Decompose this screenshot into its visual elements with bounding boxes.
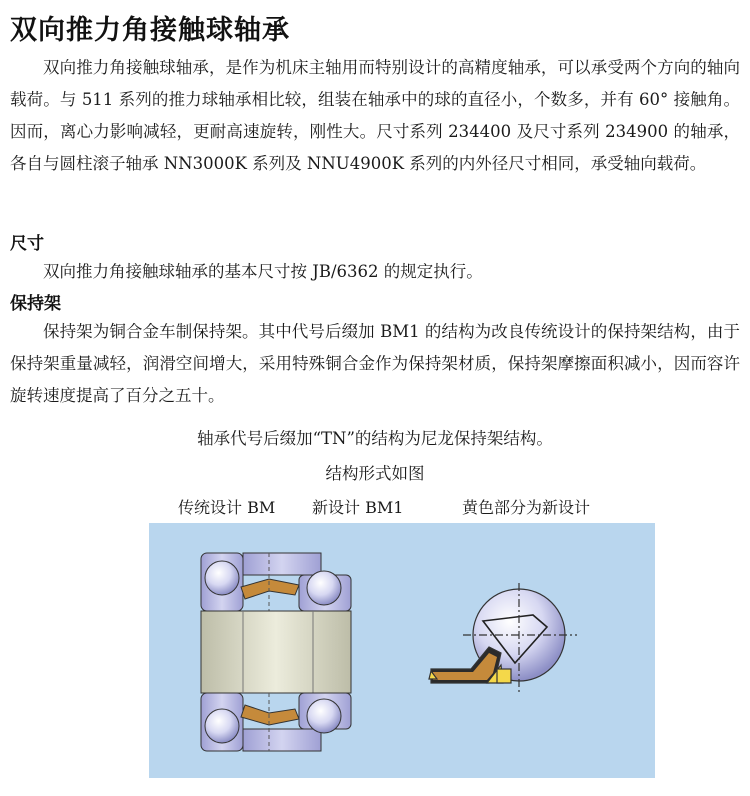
caption-yellow-note: 黄色部分为新设计 — [462, 498, 591, 517]
cage-yellow-tip — [497, 669, 511, 683]
cage-detail-right — [429, 583, 577, 693]
tn-note: 轴承代号后缀加“TN”的结构为尼龙保持架结构。 — [197, 429, 553, 448]
bearing-figure — [149, 523, 655, 778]
bearing-section-left — [201, 553, 351, 751]
caption-new-design: 新设计 BM1 — [312, 498, 404, 517]
intro-paragraph: 双向推力角接触球轴承，是作为机床主轴用而特别设计的高精度轴承，可以承受两个方向的轴向载荷。与 511 系列的推力球轴承相比较，组装在轴承中的球的直径小，个数多，并有 60° 接触角。因而，离心力影响减轻，更耐高速旋转，刚性大。尺寸系列 234400 及尺寸系列 234900 的轴承，各自与圆柱滚子轴承 NN3000K 系列及 NNU4900K 系列的内外径尺寸相同，承受轴向载荷。 — [10, 58, 740, 173]
size-paragraph: 双向推力角接触球轴承的基本尺寸按 JB/6362 的规定执行。 — [43, 262, 483, 281]
bore — [201, 611, 351, 693]
ball-bottom-right — [307, 699, 341, 733]
page-title: 双向推力角接触球轴承 — [10, 15, 290, 46]
ball-top-left — [205, 561, 239, 595]
section-heading-cage: 保持架 — [10, 294, 61, 314]
figure-heading: 结构形式如图 — [325, 464, 425, 483]
cage-top — [241, 579, 299, 599]
outer-ring-bottom-mid — [243, 729, 321, 751]
ball-top-right — [307, 571, 341, 605]
cage-bottom — [241, 705, 299, 725]
cage-band-copper — [433, 653, 497, 680]
cage-paragraph: 保持架为铜合金车制保持架。其中代号后缀加 BM1 的结构为改良传统设计的保持架结构，由于保持架重量减轻，润滑空间增大，采用特殊铜合金作为保持架材质，保持架摩擦面积减小，因而容许旋转速度提高了百分之五十。 — [10, 322, 740, 405]
caption-traditional: 传统设计 BM — [178, 498, 276, 517]
section-heading-size: 尺寸 — [10, 234, 44, 254]
bearing-illustration — [149, 523, 655, 778]
outer-ring-top-mid — [243, 553, 321, 575]
ball-bottom-left — [205, 709, 239, 743]
